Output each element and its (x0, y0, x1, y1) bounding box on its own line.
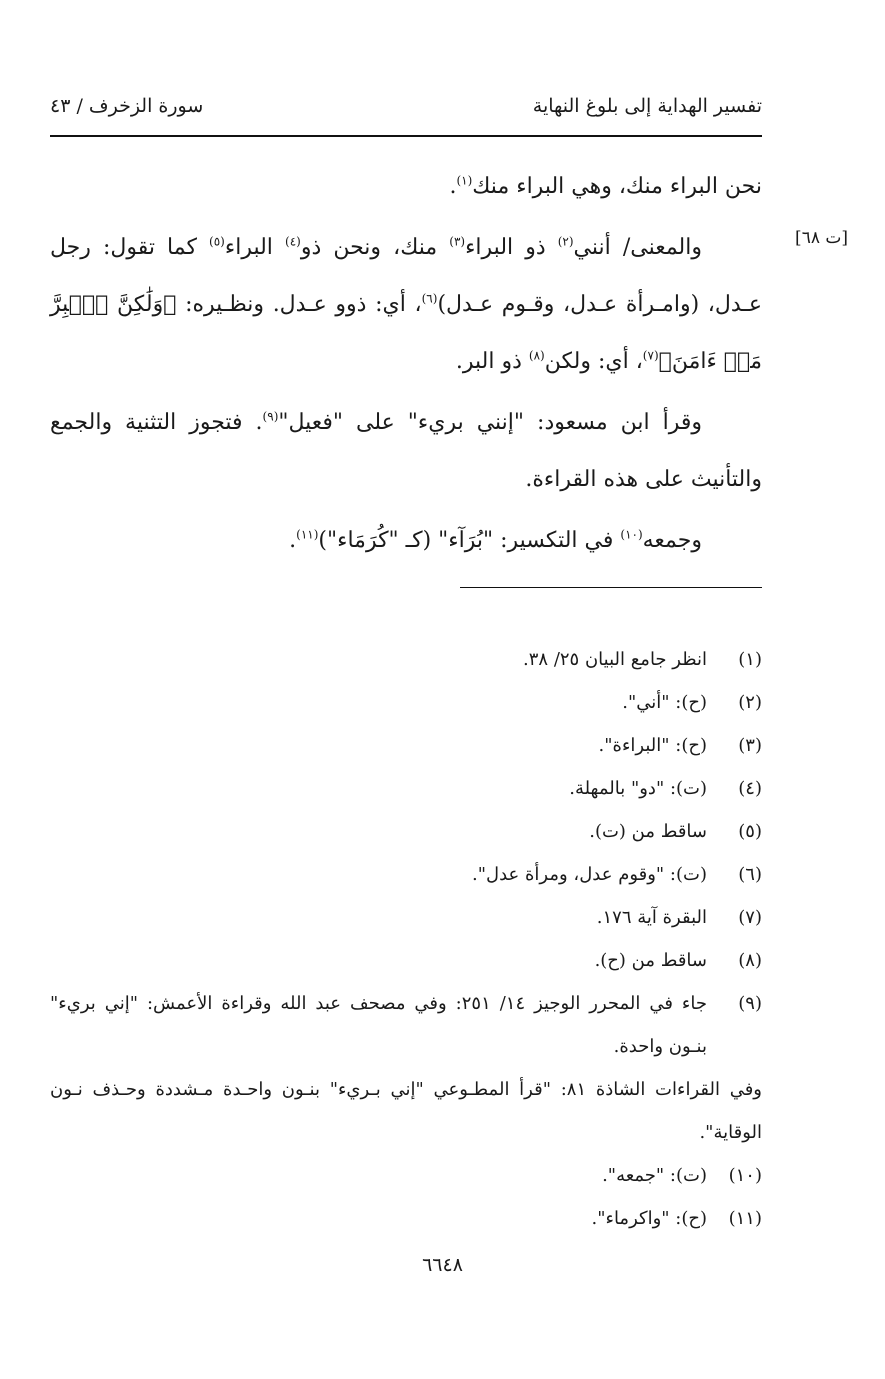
margin-note: [ت ٦٨] (795, 228, 848, 248)
footnote-ref: (٩) (262, 409, 279, 424)
paragraph-2: والمعنى/ أنني$^{(٢)}$ ذو البراء$^{(٣)}$ منك، ونحن ذو$^{(٤)}$ البراء$^{(٥)}$ كما تقول: رجل عـدل، (وامـرأة عـدل، وقـوم عـدل)$^{(٦)}$، أي: ذوو عـدل. ونظـيره: ﴿وَلَٰكِنَّ ٱلۡبِرَّ مَنۡ ءَامَنَ﴾$^{(٧)}$، أي: ولكن$^{(٨)}$ ذو البر. (50, 234, 762, 374)
footnote-separator (460, 587, 762, 588)
footnote-ref: (٣) (449, 234, 466, 249)
footnote-item: (١١) (ح): "واكرماء". (591, 1208, 762, 1229)
footnote-ref: (٥) (209, 234, 225, 249)
footnote-item: (٤) (ت): "دو" بالمهلة. (569, 778, 762, 799)
paragraph-3: وقرأ ابن مسعود: "إنني بريء" على "فعيل"$^{(٩)}$. فتجوز التثنية والجمع والتأنيث على هذه القراءة. (50, 409, 762, 492)
footnote-continuation: وفي القراءات الشاذة ٨١: "قرأ المطـوعي "إني بـريء" بنـون واحـدة مـشددة وحـذف نـون الوقاية". (50, 1079, 763, 1143)
footnote-item: (٥) ساقط من (ت). (589, 821, 762, 842)
main-text (50, 158, 762, 569)
footnote-item: (٦) (ت): "وقوم عدل، ومرأة عدل". (471, 864, 762, 885)
footnote-ref: (٦) (421, 291, 438, 306)
book-title: تفسير الهداية إلى بلوغ النهاية (532, 95, 762, 117)
paragraph-1: نحن البراء منك، وهي البراء منك$^{(١)}$. (449, 173, 762, 199)
footnotes (50, 638, 762, 1240)
footnote-ref: (١١) (296, 527, 319, 542)
footnote-item: (٧) البقرة آية ١٧٦. (596, 907, 762, 928)
footnote-item: (١٠) (ت): "جمعه". (602, 1165, 762, 1186)
footnote-ref: (١) (456, 173, 473, 188)
page-number: ٦٦٤٨ (422, 1254, 463, 1276)
footnote-item: (٩) جاء في المحرر الوجيز ١٤/ ٢٥١: وفي مصحف عبد الله وقراءة الأعمش: "إني بريء" بنـون واحدة. (50, 993, 762, 1057)
footnote-item: (٢) (ح): "أني". (622, 692, 762, 713)
footnote-ref: (١٠) (620, 527, 643, 542)
footnote-ref: (٨) (528, 348, 545, 363)
footnote-ref: (٧) (642, 348, 659, 363)
footnote-ref: (٢) (557, 234, 574, 249)
header-rule (50, 135, 762, 137)
surah-reference: سورة الزخرف / ٤٣ (50, 95, 204, 117)
paragraph-4: وجمعه$^{(١٠)}$ في التكسير: "بُرَآء" (كـ "كُرَمَاء")$^{(١١)}$. (289, 527, 702, 553)
footnote-item: (١) انظر جامع البيان ٢٥/ ٣٨. (523, 649, 762, 670)
footnote-item: (٣) (ح): "البراءة". (598, 735, 762, 756)
footnote-ref: (٤) (285, 234, 301, 249)
footnote-item: (٨) ساقط من (ح). (594, 950, 762, 971)
